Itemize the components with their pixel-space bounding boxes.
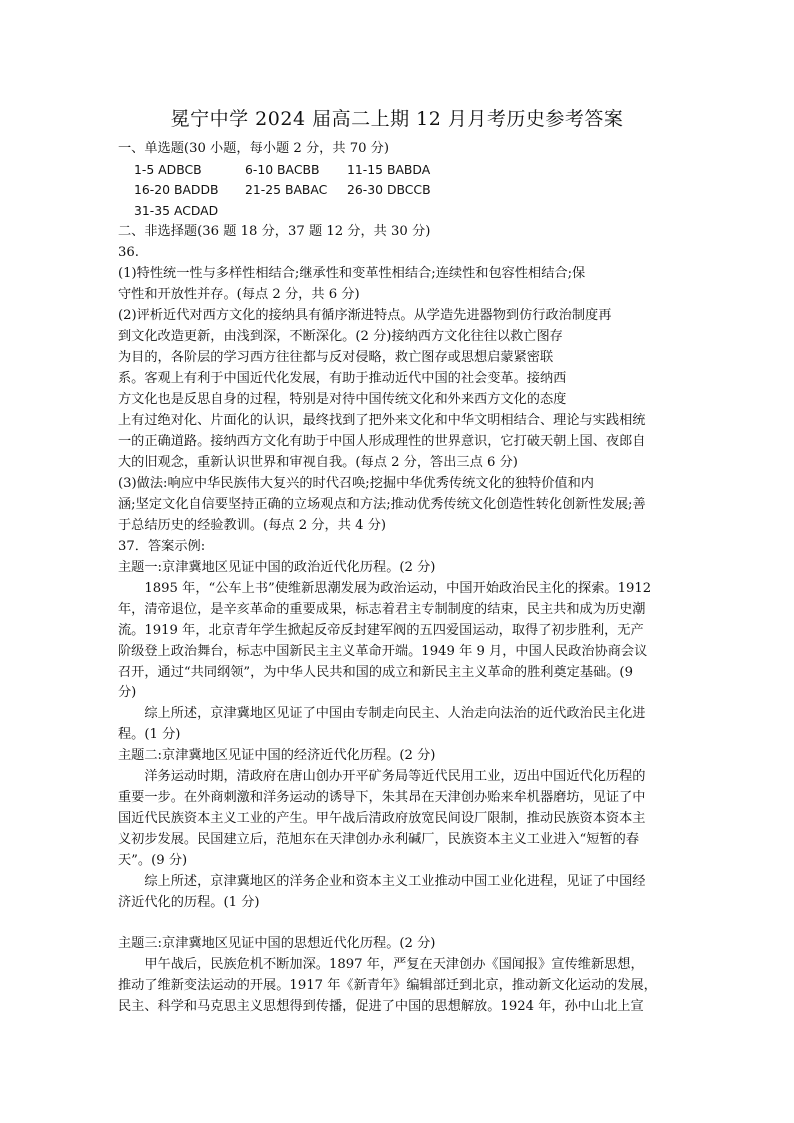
- text-line: 涵;坚定文化自信要坚持正确的立场观点和方法;推动优秀传统文化创造性转化创新性发展;善: [118, 497, 646, 512]
- theme-heading: 主题二:京津冀地区见证中国的经济近代化历程。(2 分): [118, 748, 436, 763]
- question-36-label: 36.: [118, 245, 139, 260]
- text-line: 程。(1 分): [118, 727, 181, 742]
- text-line: 守性和开放性并存。(每点 2 分，共 6 分): [118, 287, 360, 302]
- theme-heading: 主题三:京津冀地区见证中国的思想近代化历程。(2 分): [118, 936, 436, 951]
- text-line: 综上所述，京津冀地区的洋务企业和资本主义工业推动中国工业化进程，见证了中国经: [118, 874, 646, 889]
- answer-group: 11-15 BABDA: [347, 162, 431, 177]
- text-line: 推动了维新变法运动的开展。1917 年《新青年》编辑部迁到北京，推动新文化运动的发展，: [118, 978, 657, 993]
- text-line: 系。客观上有利于中国近代化发展，有助于推动近代中国的社会变革。接纳西: [118, 371, 567, 386]
- section-heading-non-choice: 二、非选择题(36 题 18 分，37 题 12 分，共 30 分): [118, 224, 431, 239]
- text-line: 大的旧观念，重新认识世界和审视自我。(每点 2 分，答出三点 6 分): [118, 455, 518, 470]
- text-line: 流。1919 年，北京青年学生掀起反帝反封建军阀的五四爱国运动，取得了初步胜利，无产: [118, 623, 644, 638]
- text-line: (2)评析近代对西方文化的接纳具有循序渐进特点。从学造先进器物到仿行政治制度再: [118, 308, 612, 323]
- text-line: 甲午战后，民族危机不断加深。1897 年，严复在天津创办《国闻报》宣传维新思想，: [118, 957, 644, 972]
- text-line: 洋务运动时期，清政府在唐山创办开平矿务局等近代民用工业，迈出中国近代化历程的: [118, 769, 646, 784]
- text-line: (3)做法:响应中华民族伟大复兴的时代召唤;挖掘中华优秀传统文化的独特价值和内: [118, 476, 594, 491]
- text-line: 一的正确道路。接纳西方文化有助于中国人形成理性的世界意识，它打破天朝上国、夜郎自: [118, 434, 646, 449]
- text-line: 国近代民族资本主义工业的产生。甲午战后清政府放宽民间设厂限制，推动民族资本资本主: [118, 811, 646, 826]
- answer-group: 21-25 BABAC: [245, 182, 328, 197]
- text-line: 方文化也是反思自身的过程，特别是对待中国传统文化和外来西方文化的态度: [118, 392, 567, 407]
- text-line: 综上所述，京津冀地区见证了中国由专制走向民主、人治走向法治的近代政治民主化进: [118, 706, 646, 721]
- answer-group: 31-35 ACDAD: [134, 203, 219, 218]
- answer-group: 6-10 BACBB: [245, 162, 320, 177]
- text-line: (1)特性统一性与多样性相结合;继承性和变革性相结合;连续性和包容性相结合;保: [118, 266, 586, 281]
- text-line: 义初步发展。民国建立后，范旭东在天津创办永利碱厂，民族资本主义工业进入“短暂的春: [118, 832, 640, 847]
- text-line: 1895 年，“公车上书”使维新思潮发展为政治运动，中国开始政治民主化的探索。1912: [118, 581, 652, 596]
- text-line: 于总结历史的经验教训。(每点 2 分，共 4 分): [118, 518, 387, 533]
- text-line: 分): [118, 685, 137, 700]
- page-title: 冕宁中学 2024 届高二上期 12 月月考历史参考答案: [170, 108, 624, 130]
- theme-heading: 主题一:京津冀地区见证中国的政治近代化历程。(2 分): [118, 560, 436, 575]
- answer-group: 1-5 ADBCB: [134, 162, 202, 177]
- text-line: 为目的，各阶层的学习西方往往都与反对侵略，救亡图存或思想启蒙紧密联: [118, 350, 554, 365]
- text-line: 天”。(9 分): [118, 853, 188, 868]
- text-line: 召开，通过“共同纲领”，为中华人民共和国的成立和新民主主义革命的胜利奠定基础。(9: [118, 665, 633, 680]
- text-line: 到文化改造更新，由浅到深，不断深化。(2 分)接纳西方文化往往以救亡图存: [118, 329, 563, 344]
- text-line: 上有过绝对化、片面化的认识，最终找到了把外来文化和中华文明相结合、理论与实践相统: [118, 413, 646, 428]
- answer-group: 26-30 DBCCB: [347, 182, 431, 197]
- text-line: 重要一步。在外商刺激和洋务运动的诱导下，朱其昂在天津创办贻来牟机器磨坊，见证了中: [118, 790, 646, 805]
- text-line: 年，清帝退位，是辛亥革命的重要成果，标志着君主专制制度的结束，民主共和成为历史潮: [118, 602, 646, 617]
- question-37-label: 37．答案示例:: [118, 539, 206, 554]
- text-line: 阶级登上政治舞台，标志中国新民主主义革命开端。1949 年 9 月，中国人民政治协商会议: [118, 644, 648, 659]
- section-heading-single-choice: 一、单选题(30 小题，每小题 2 分，共 70 分): [118, 141, 390, 156]
- answer-group: 16-20 BADDB: [134, 182, 219, 197]
- text-line: 济近代化的历程。(1 分): [118, 895, 260, 910]
- text-line: 民主、科学和马克思主义思想得到传播，促进了中国的思想解放。1924 年，孙中山北上宣: [118, 999, 644, 1014]
